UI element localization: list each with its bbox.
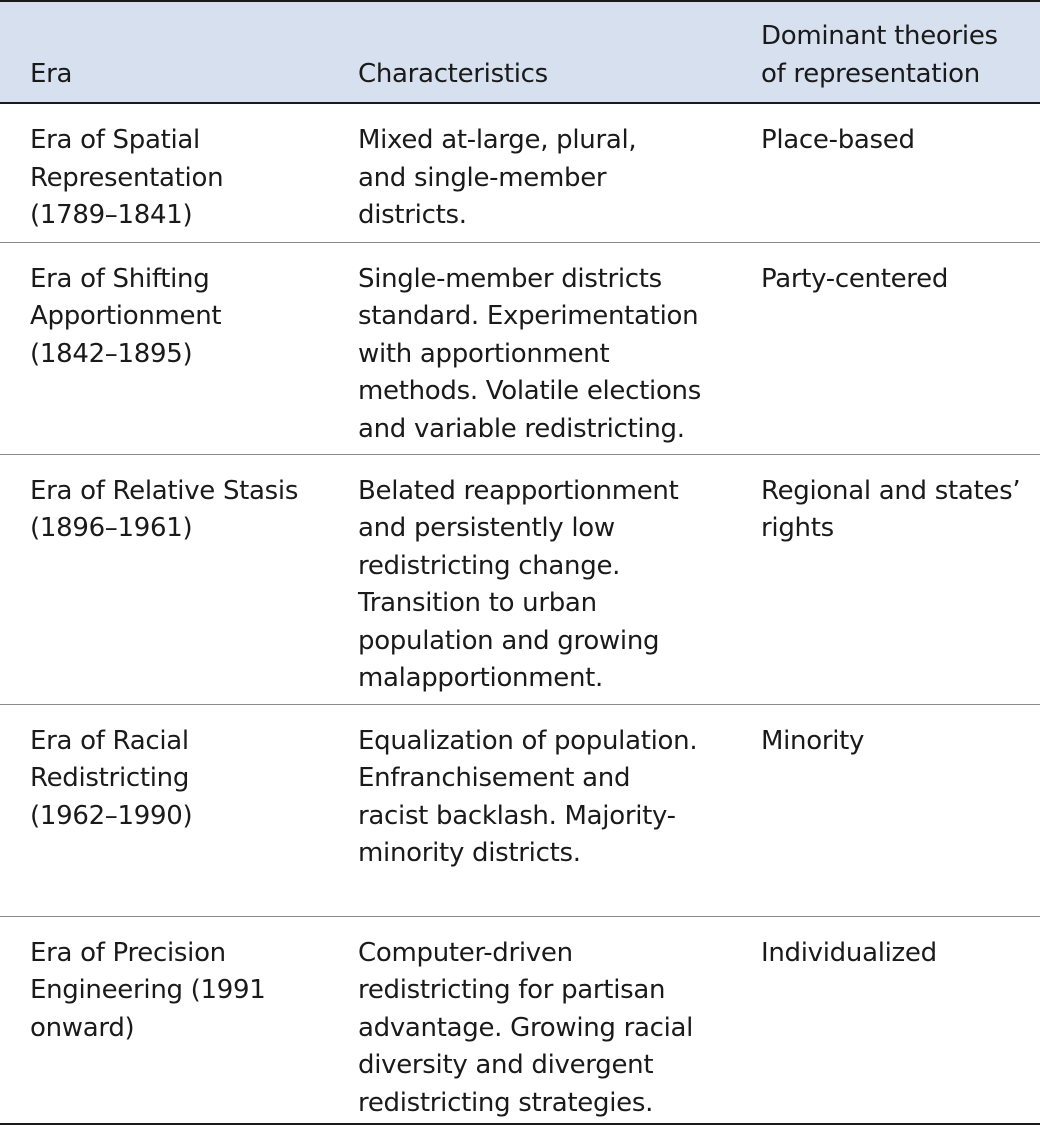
table-row xyxy=(0,916,1040,1124)
header-theories: Dominant theories of representation xyxy=(761,21,998,89)
table-row xyxy=(0,704,1040,916)
cell-theory: Place-based xyxy=(731,103,1040,242)
cell-theory: Party-centered xyxy=(731,242,1040,454)
cell-era: Era of Shifting Apportionment (1842–1895) xyxy=(0,242,328,454)
table-row xyxy=(0,242,1040,454)
table-row xyxy=(0,103,1040,242)
cell-characteristics: Mixed at-large, plural, and single-member districts. xyxy=(328,103,731,242)
cell-era: Era of Precision Engineering (1991 onward) xyxy=(0,916,328,1124)
cell-characteristics: Belated reapportionment and persistently low redistricting change. Transition to urban population and growing malapportionment. xyxy=(328,454,731,704)
header-row xyxy=(0,1,1040,103)
cell-era: Era of Racial Redistricting (1962–1990) xyxy=(0,704,328,916)
table-body xyxy=(0,103,1040,1124)
cell-characteristics: Single-member districts standard. Experimentation with apportionment methods. Volatile elections and variable redistricting. xyxy=(328,242,731,454)
cell-theory: Minority xyxy=(731,704,1040,916)
table-header xyxy=(0,1,1040,103)
cell-characteristics: Computer-driven redistricting for partisan advantage. Growing racial diversity and divergent redistricting strategies. xyxy=(328,916,731,1124)
cell-theory: Regional and states’ rights xyxy=(731,454,1040,704)
cell-era: Era of Relative Stasis (1896–1961) xyxy=(0,454,328,704)
cell-era: Era of Spatial Representation (1789–1841) xyxy=(0,103,328,242)
cell-characteristics: Equalization of population. Enfranchisement and racist backlash. Majority-minority districts. xyxy=(328,704,731,916)
header-era: Era xyxy=(30,58,73,89)
cell-theory: Individualized xyxy=(731,916,1040,1124)
table-row xyxy=(0,454,1040,704)
header-characteristics: Characteristics xyxy=(358,58,548,89)
